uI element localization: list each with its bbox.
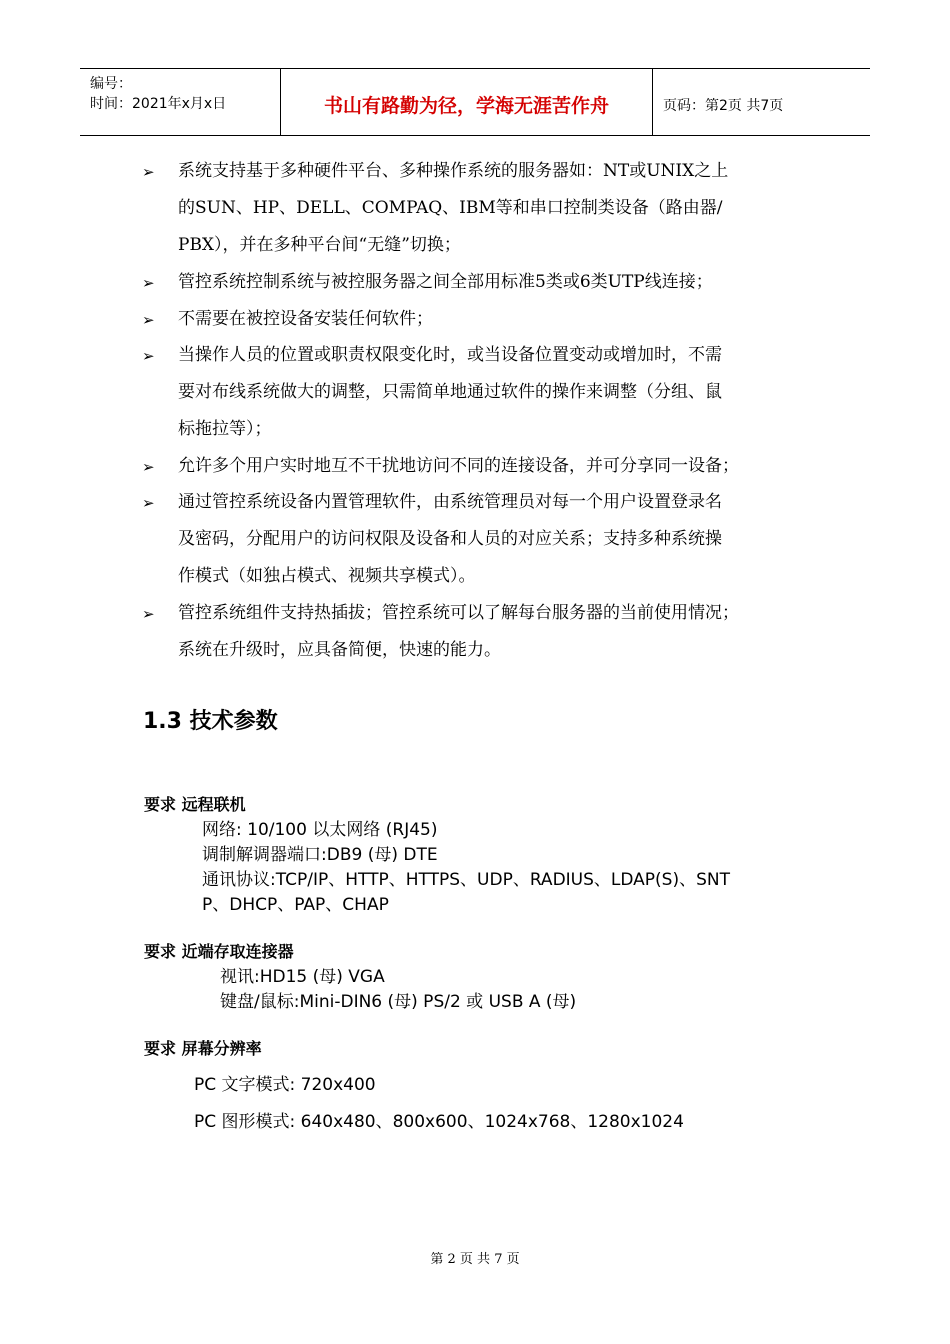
requirement-line: PC 文字模式: 720x400 bbox=[194, 1075, 376, 1095]
bullet-marker: ➢ bbox=[142, 458, 155, 476]
requirement-line: 视讯:HD15 (母) VGA bbox=[220, 967, 385, 987]
bullet-line: PBX），并在多种平台间“无缝”切换； bbox=[178, 235, 461, 255]
bullet-line: 管控系统组件支持热插拔；管控系统可以了解每台服务器的当前使用情况； bbox=[178, 603, 739, 623]
bullet-line: 及密码，分配用户的访问权限及设备和人员的对应关系；支持多种系统操 bbox=[178, 529, 722, 549]
header-info-cell bbox=[80, 69, 280, 135]
requirement-line: 通讯协议:TCP/IP、HTTP、HTTPS、UDP、RADIUS、LDAP(S)、SNT bbox=[202, 870, 730, 890]
bullet-line: 作模式（如独占模式、视频共享模式）。 bbox=[178, 566, 476, 586]
bullet-text bbox=[178, 448, 830, 485]
requirement-title: 要求 远程联机 bbox=[144, 795, 246, 814]
requirement-title: 要求 屏幕分辨率 bbox=[144, 1039, 262, 1058]
section-title: 1.3 技术参数 bbox=[143, 709, 278, 734]
requirement-line: PC 图形模式: 640x480、800x600、1024x768、1280x1024 bbox=[194, 1112, 684, 1132]
requirement-line: P、DHCP、PAP、CHAP bbox=[202, 895, 389, 915]
bullet-line: 允许多个用户实时地互不干扰地访问不同的连接设备，并可分享同一设备； bbox=[178, 456, 739, 476]
page-label: 页码：第2页 共7页 bbox=[663, 98, 784, 114]
requirement-title: 要求 近端存取连接器 bbox=[144, 942, 294, 961]
bullet-text bbox=[178, 337, 830, 448]
bullet-text bbox=[178, 153, 830, 264]
requirement-line: 键盘/鼠标:Mini-DIN6 (母) PS/2 或 USB A (母) bbox=[220, 992, 577, 1012]
bullet-line: 要对布线系统做大的调整，只需简单地通过软件的操作来调整（分组、鼠 bbox=[178, 382, 722, 402]
bullet-line: 的SUN、HP、DELL、COMPAQ、IBM等和串口控制类设备（路由器/ bbox=[178, 198, 723, 218]
bullet-text bbox=[178, 484, 830, 595]
bullet-marker: ➢ bbox=[142, 347, 155, 365]
page-footer: 第 2 页 共 7 页 bbox=[430, 1252, 520, 1267]
bullet-line: 通过管控系统设备内置管理软件，由系统管理员对每一个用户设置登录名 bbox=[178, 492, 722, 512]
bullet-text bbox=[178, 301, 830, 338]
requirement-line: 调制解调器端口:DB9 (母) DTE bbox=[202, 845, 438, 865]
bullet-text bbox=[178, 264, 830, 301]
bullet-marker: ➢ bbox=[142, 274, 155, 292]
bullet-marker: ➢ bbox=[142, 163, 155, 181]
bullet-text bbox=[178, 595, 830, 669]
header-motto-cell bbox=[280, 69, 653, 135]
motto: 书山有路勤为径，学海无涯苦作舟 bbox=[323, 95, 609, 117]
bullet-line: 当操作人员的位置或职责权限变化时，或当设备位置变动或增加时，不需 bbox=[178, 345, 722, 365]
bullet-marker: ➢ bbox=[142, 605, 155, 623]
bullet-marker: ➢ bbox=[142, 311, 155, 329]
bullet-line: 不需要在被控设备安装任何软件； bbox=[178, 309, 433, 329]
header-page-cell bbox=[653, 69, 870, 135]
page-header bbox=[80, 68, 870, 136]
bullet-marker: ➢ bbox=[142, 494, 155, 512]
code-label: 编号： bbox=[90, 76, 132, 92]
requirement-line: 网络: 10/100 以太网络 (RJ45) bbox=[202, 820, 438, 840]
bullet-line: 系统在升级时，应具备简便，快速的能力。 bbox=[178, 640, 501, 660]
bullet-line: 管控系统控制系统与被控服务器之间全部用标准5类或6类UTP线连接； bbox=[178, 272, 713, 292]
bullet-line: 标拖拉等）； bbox=[178, 419, 272, 439]
bullet-line: 系统支持基于多种硬件平台、多种操作系统的服务器如：NT或UNIX之上 bbox=[178, 161, 729, 181]
date-label: 时间：2021年x月x日 bbox=[90, 96, 227, 112]
